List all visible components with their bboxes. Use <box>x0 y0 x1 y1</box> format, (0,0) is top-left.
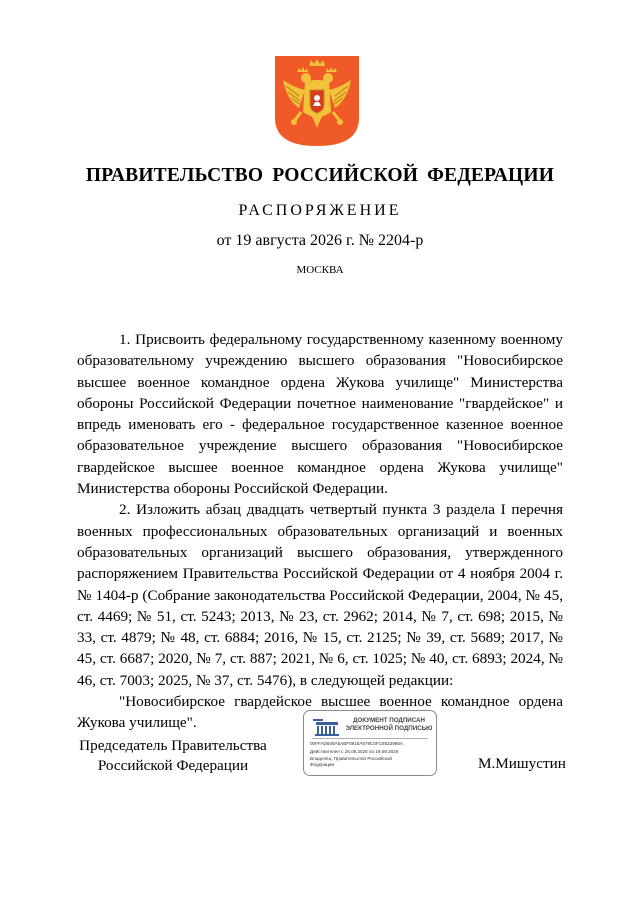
document-type: РАСПОРЯЖЕНИЕ <box>238 202 402 219</box>
government-building-icon <box>312 717 342 737</box>
stamp-divider <box>312 738 428 739</box>
government-title: ПРАВИТЕЛЬСТВО РОССИЙСКОЙ ФЕДЕРАЦИИ <box>85 165 555 186</box>
stamp-title <box>344 717 434 732</box>
paragraph-1: 1. Присвоить федеральному государственному казенному военному образовательному учреждению высшего образования "Новосибирское высшее военное командное ордена Жукова училище" Министерства обороны Российской Федерации почетное наименование "гвардейское" и впредь именовать его - федеральное государственное казенное военное образовательное учреждение высшего образования "Новосибирское гвардейское высшее военное командное ордена Жукова училище" Министерства обороны Российской Федерации. <box>77 331 563 498</box>
signer-position-line-1: Председатель Правительства <box>79 737 267 754</box>
electronic-signature-stamp <box>303 710 437 776</box>
signer-position <box>70 736 276 776</box>
paragraph-3: "Новосибирское гвардейское высшее военное командное ордена Жукова училище". <box>77 693 563 732</box>
document-place: МОСКВА <box>296 264 344 276</box>
stamp-title-line-2: ЭЛЕКТРОННОЙ ПОДПИСЬЮ <box>345 724 433 732</box>
stamp-title-line-1: ДОКУМЕНТ ПОДПИСАН <box>353 717 425 724</box>
stamp-owner-line-2: Федерации <box>310 762 335 767</box>
document-body <box>77 329 563 734</box>
stamp-owner-line-1: Владелец: Правительство Российской <box>310 756 392 761</box>
signer-position-line-2: Российской Федерации <box>97 757 249 774</box>
signer-name: М.Мишустин <box>478 755 566 772</box>
paragraph-2: 2. Изложить абзац двадцать четвертый пункта 3 раздела I перечня военных профессиональных образовательных организаций и военных образовательных организаций высшего образования, утвержденного распоряжением Правительства Российской Федерации от 4 ноября 2004 г. № 1404-р (Собрание законодательства Российской Федерации, 2004, № 45, ст. 4469; № 51, ст. 5243; 2013, № 23, ст. 2962; 2014, № 7, ст. 698; 2015, № 33, ст. 4879; № 48, ст. 6884; 2016, № 15, ст. 2125; № 39, ст. 5689; 2017, № 45, ст. 6687; 2020, № 7, ст. 887; 2021, № 6, ст. 1025; № 40, ст. 6893; 2024, № 46, ст. 7003; 2025, № 37, ст. 5476), в следующей редакции: <box>77 501 563 689</box>
stamp-certificate: 00FFAD939A5ABF0915A579C0FC8623985A <box>310 741 403 746</box>
stamp-validity: Действителен с 26.06.2025 по 19.09.2026 <box>310 749 399 754</box>
document-date-number: от 19 августа 2026 г. № 2204-р <box>216 232 424 249</box>
coat-of-arms-icon <box>275 56 359 146</box>
